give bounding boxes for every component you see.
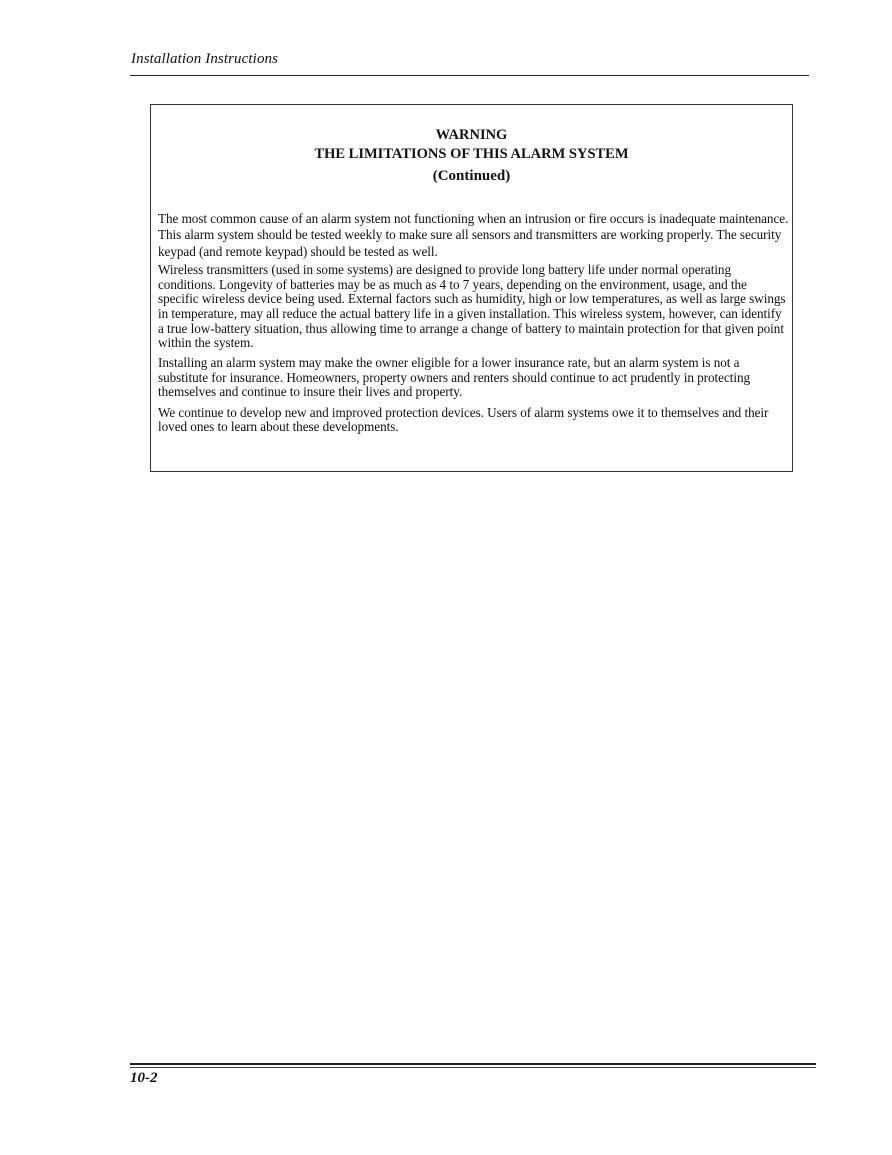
footer-rule-thin [130, 1067, 816, 1068]
warning-continued-label: (Continued) [432, 168, 511, 184]
header-rule [130, 75, 809, 76]
warning-box [150, 104, 793, 472]
warning-subtitle: THE LIMITATIONS OF THIS ALARM SYSTEM [314, 146, 629, 162]
warning-paragraph-development: We continue to develop new and improved protection devices. Users of alarm systems owe it to themselves and their loved ones to learn about these developments. [158, 404, 769, 435]
warning-paragraph-maintenance: The most common cause of an alarm system not functioning when an intrusion or fire occurs is inadequate maintenance. This alarm system should be tested weekly to make sure all sensors and transmitters are working properly. The security keypad (and remote keypad) should be tested as well. [158, 211, 789, 259]
page-number: 10-2 [130, 1070, 158, 1086]
warning-paragraph-insurance: Installing an alarm system may make the owner eligible for a lower insurance rate, but an alarm system is not a substitute for insurance. Homeowners, property owners and renters should continue to act prudently in protecting themselves and continue to insure their lives and property. [158, 355, 751, 400]
running-header-title: Installation Instructions [131, 51, 279, 67]
warning-body [158, 211, 790, 440]
warning-paragraph-wireless: Wireless transmitters (used in some systems) are designed to provide long battery life under normal operating conditions. Longevity of batteries may be as much as 4 to 7 years, depending on the environment, usage, and the specific wireless device being used. External factors such as humidity, high or low temperatures, as well as large swings in temperature, may all reduce the actual battery life in a given installation. This wireless system, however, can identify a true low-battery situation, thus allowing time to arrange a change of battery to maintain protection for that given point within the system. [158, 262, 786, 351]
warning-title: WARNING [435, 127, 508, 143]
footer-rule-thick [130, 1063, 816, 1065]
